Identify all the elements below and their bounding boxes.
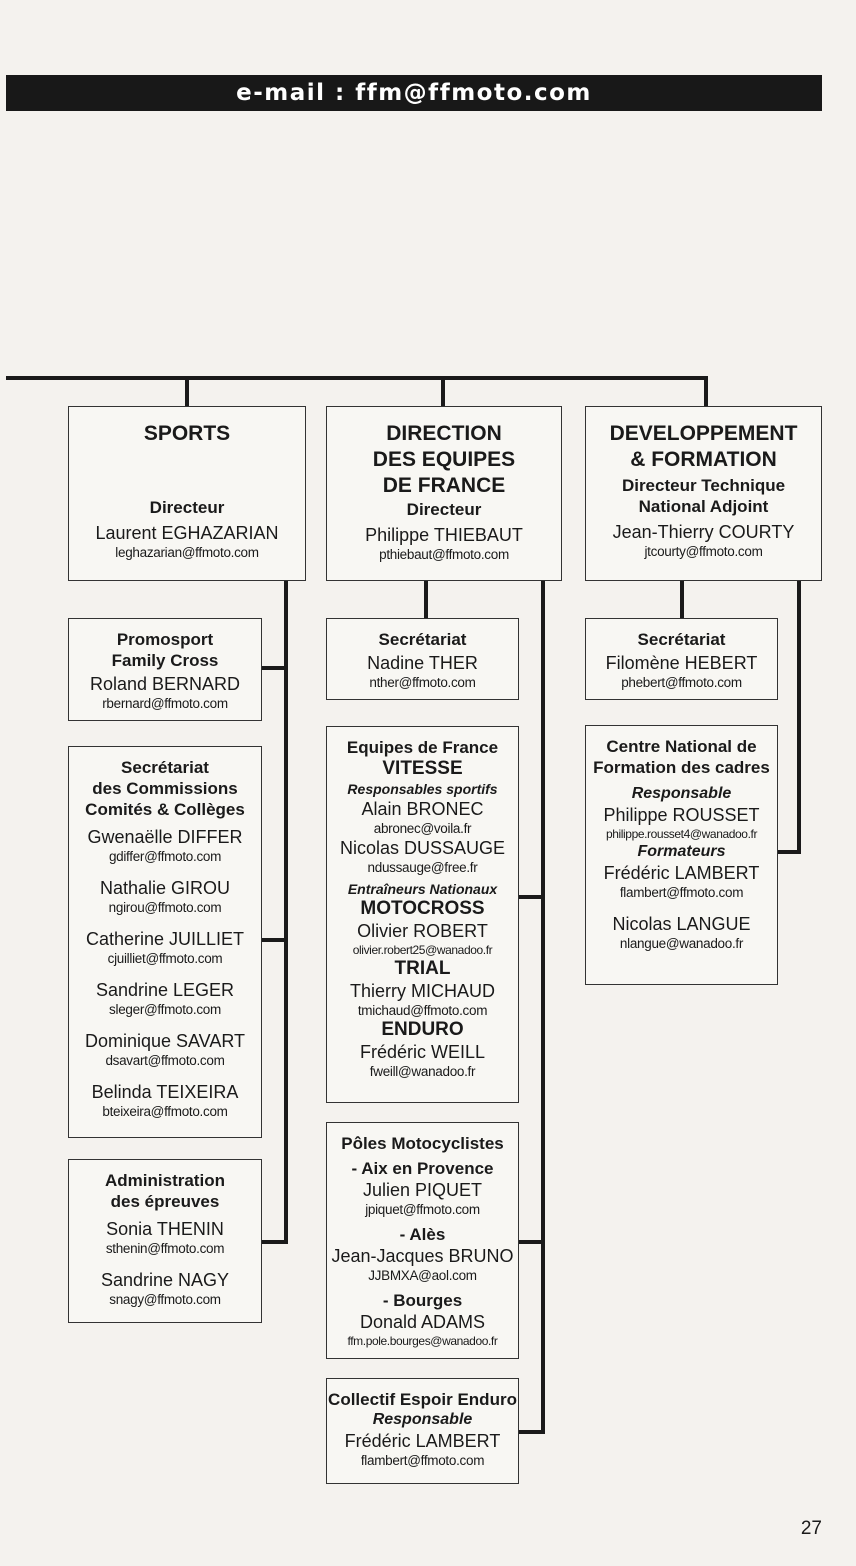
pole-ales-heading: - Alès — [399, 1225, 446, 1244]
administration-person-email: snagy@ffmoto.com — [109, 1292, 221, 1307]
motocross-heading: MOTOCROSS — [360, 898, 485, 919]
trial-name: Thierry MICHAUD — [349, 981, 495, 1001]
vitesse-resp-name: Nicolas DUSSAUGE — [339, 838, 506, 858]
secretariat-commissions-tick — [262, 938, 288, 942]
top-horizontal-connector — [6, 376, 708, 380]
promosport-tick — [262, 666, 288, 670]
vitesse-resp-name: Alain BRONEC — [361, 799, 484, 819]
secretariat-direction-title: Secrétariat — [378, 630, 467, 649]
equipes-tick — [519, 895, 545, 899]
direction-title-line1: DIRECTION — [386, 422, 502, 445]
commission-person-name: Belinda TEIXEIRA — [91, 1082, 239, 1102]
trial-heading: TRIAL — [394, 958, 451, 979]
commission-person-email: cjuilliet@ffmoto.com — [107, 951, 223, 966]
sports-director-name: Laurent EGHAZARIAN — [95, 523, 279, 543]
centre-tick — [775, 850, 801, 854]
page-number: 27 — [800, 1518, 822, 1539]
direction-director-email: pthiebaut@ffmoto.com — [379, 547, 509, 562]
direction-box — [326, 406, 562, 581]
secretariat-commissions-title-line1: Secrétariat — [121, 758, 209, 777]
collectif-name: Frédéric LAMBERT — [344, 1431, 501, 1451]
promosport-email: rbernard@ffmoto.com — [102, 696, 228, 711]
centre-title-line2: Formation des cadres — [593, 758, 770, 777]
enduro-email: fweill@wanadoo.fr — [369, 1064, 476, 1079]
pole-aix-heading: - Aix en Provence — [351, 1159, 494, 1178]
secretariat-dev-box — [585, 618, 778, 700]
poles-box — [326, 1122, 519, 1359]
direction-drop-connector — [441, 376, 445, 408]
developpement-name: Jean-Thierry COURTY — [612, 522, 795, 542]
secretariat-commissions-box — [68, 746, 262, 1138]
equipes-title: Equipes de France — [346, 738, 499, 757]
entraineurs-label: Entraîneurs Nationaux — [347, 881, 498, 897]
pole-bourges-email: ffm.pole.bourges@wanadoo.fr — [347, 1334, 498, 1348]
collectif-tick — [519, 1430, 545, 1434]
secretariat-dev-email: phebert@ffmoto.com — [621, 675, 742, 690]
formateur-email: nlangue@wanadoo.fr — [619, 936, 744, 951]
developpement-spine-connector — [797, 580, 801, 854]
direction-center-connector — [424, 580, 428, 620]
direction-spine-connector — [541, 580, 545, 1434]
sports-spine-connector — [284, 580, 288, 1244]
trial-email: tmichaud@ffmoto.com — [357, 1003, 488, 1018]
vitesse-resp-email: abronec@voila.fr — [373, 821, 472, 836]
administration-box — [68, 1159, 262, 1323]
pole-bourges-heading: - Bourges — [382, 1291, 463, 1310]
developpement-center-connector — [680, 580, 684, 620]
motocross-name: Olivier ROBERT — [357, 921, 488, 941]
equipes-box — [326, 726, 519, 1103]
enduro-name: Frédéric WEILL — [359, 1042, 486, 1062]
pole-aix-email: jpiquet@ffmoto.com — [365, 1202, 480, 1217]
promosport-box — [68, 618, 262, 721]
email-banner: e-mail : ffm@ffmoto.com — [6, 75, 822, 111]
pole-ales-email: JJBMXA@aol.com — [368, 1268, 477, 1283]
centre-resp-label: Responsable — [631, 785, 732, 802]
poles-title: Pôles Motocyclistes — [341, 1134, 504, 1153]
administration-title-line1: Administration — [105, 1171, 225, 1190]
secretariat-dev-name: Filomène HEBERT — [605, 653, 758, 673]
collectif-email: flambert@ffmoto.com — [360, 1453, 485, 1468]
sports-director-email: leghazarian@ffmoto.com — [115, 545, 259, 560]
commission-person-name: Dominique SAVART — [84, 1031, 246, 1051]
sports-drop-connector — [185, 376, 189, 408]
pole-bourges-name: Donald ADAMS — [359, 1312, 486, 1332]
formateurs-label: Formateurs — [637, 843, 726, 860]
collectif-role: Responsable — [372, 1411, 473, 1428]
secretariat-direction-name: Nadine THER — [367, 653, 478, 673]
direction-title-line2: DES EQUIPES — [372, 448, 516, 471]
secretariat-commissions-title-line3: Comités & Collèges — [85, 800, 245, 819]
centre-resp-name: Philippe ROUSSET — [603, 805, 760, 825]
collectif-box — [326, 1378, 519, 1484]
administration-person-name: Sandrine NAGY — [100, 1270, 230, 1290]
pole-ales-name: Jean-Jacques BRUNO — [331, 1246, 514, 1266]
commission-person-name: Nathalie GIROU — [99, 878, 231, 898]
administration-title-line2: des épreuves — [110, 1192, 220, 1211]
developpement-box — [585, 406, 822, 581]
vitesse-heading: VITESSE — [382, 758, 463, 779]
direction-title-line3: DE FRANCE — [382, 474, 506, 497]
developpement-role-line2: National Adjoint — [638, 497, 769, 516]
secretariat-commissions-title-line2: des Commissions — [92, 779, 238, 798]
promosport-name: Roland BERNARD — [89, 674, 241, 694]
sports-role: Directeur — [149, 498, 225, 517]
sports-box — [68, 406, 306, 581]
motocross-email: olivier.robert25@wanadoo.fr — [352, 943, 493, 957]
commission-person-name: Sandrine LEGER — [95, 980, 235, 1000]
pole-aix-name: Julien PIQUET — [362, 1180, 483, 1200]
responsables-label: Responsables sportifs — [347, 781, 498, 797]
administration-person-name: Sonia THENIN — [106, 1219, 224, 1239]
formateur-name: Nicolas LANGUE — [612, 914, 751, 934]
promosport-title-line2: Family Cross — [111, 651, 219, 670]
collectif-title: Collectif Espoir Enduro — [328, 1390, 517, 1409]
centre-resp-email: philippe.rousset4@wanadoo.fr — [605, 827, 758, 841]
secretariat-direction-email: nther@ffmoto.com — [369, 675, 476, 690]
direction-director-name: Philippe THIEBAUT — [365, 525, 523, 545]
secretariat-direction-box — [326, 618, 519, 700]
centre-title-line1: Centre National de — [606, 737, 757, 756]
commission-person-email: sleger@ffmoto.com — [109, 1002, 221, 1017]
formateur-email: flambert@ffmoto.com — [619, 885, 744, 900]
commission-person-email: gdiffer@ffmoto.com — [108, 849, 222, 864]
administration-tick — [262, 1240, 288, 1244]
secretariat-dev-title: Secrétariat — [637, 630, 726, 649]
centre-box — [585, 725, 778, 985]
direction-role: Directeur — [406, 500, 482, 519]
formateur-name: Frédéric LAMBERT — [603, 863, 760, 883]
commission-person-email: ngirou@ffmoto.com — [108, 900, 222, 915]
commission-person-email: bteixeira@ffmoto.com — [102, 1104, 228, 1119]
developpement-role-line1: Directeur Technique — [621, 476, 786, 495]
commission-person-name: Gwenaëlle DIFFER — [87, 827, 243, 847]
poles-tick — [519, 1240, 545, 1244]
commission-person-name: Catherine JUILLIET — [85, 929, 245, 949]
developpement-title-line2: & FORMATION — [630, 448, 777, 471]
administration-person-email: sthenin@ffmoto.com — [105, 1241, 225, 1256]
developpement-title-line1: DEVELOPPEMENT — [609, 422, 798, 445]
enduro-heading: ENDURO — [381, 1019, 464, 1040]
promosport-title-line1: Promosport — [116, 630, 214, 649]
commission-person-email: dsavart@ffmoto.com — [105, 1053, 225, 1068]
developpement-drop-connector — [704, 376, 708, 408]
vitesse-resp-email: ndussauge@free.fr — [367, 860, 478, 875]
developpement-email: jtcourty@ffmoto.com — [644, 544, 763, 559]
sports-title: SPORTS — [143, 422, 231, 445]
